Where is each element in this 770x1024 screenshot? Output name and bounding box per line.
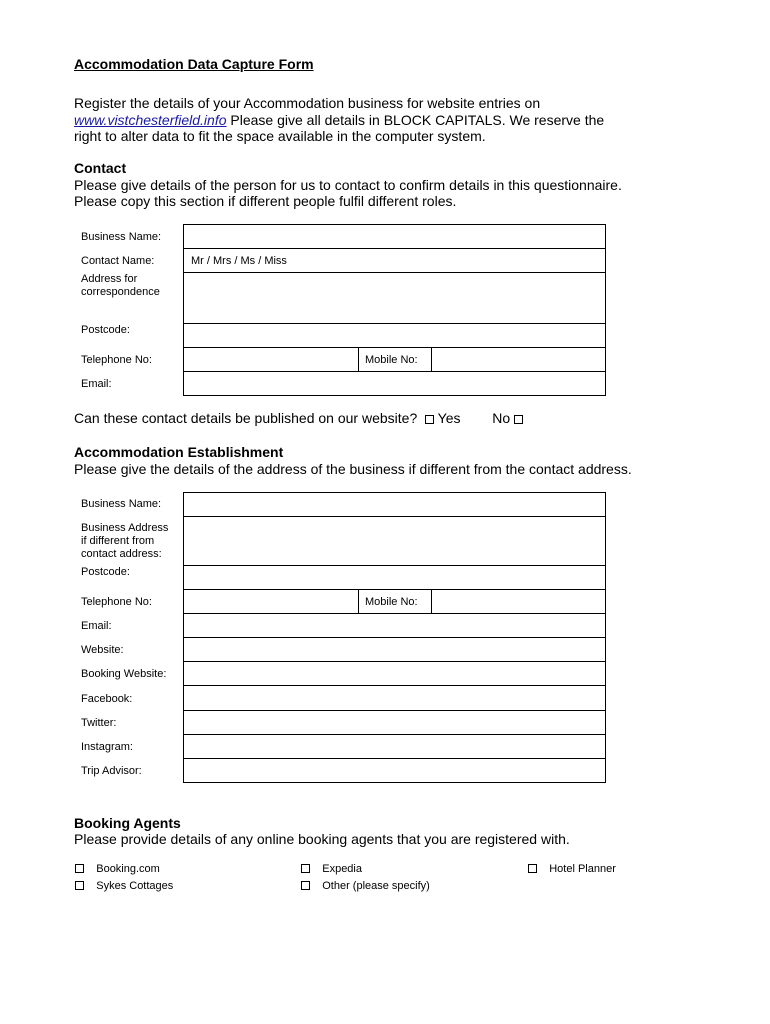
establishment-desc: Please give the details of the address of the business if different from the contact address. xyxy=(74,461,632,477)
checkbox-icon[interactable] xyxy=(301,864,310,873)
est-telephone-field[interactable] xyxy=(183,589,359,614)
est-instagram-label: Instagram: xyxy=(81,741,133,753)
est-facebook-label: Facebook: xyxy=(81,693,133,705)
contact-desc-2: Please copy this section if different people fulfil different roles. xyxy=(74,193,457,209)
est-instagram-field[interactable] xyxy=(183,734,606,759)
contact-name-title-options: Mr / Mrs / Ms / Miss xyxy=(191,255,287,267)
agent-option-label: Expedia xyxy=(322,863,362,875)
agent-option-label: Other (please specify) xyxy=(322,880,430,892)
agent-option[interactable] xyxy=(301,880,430,892)
contact-email-label: Email: xyxy=(81,378,112,390)
est-mobile-label-cell xyxy=(358,589,432,614)
est-business-address-field[interactable] xyxy=(183,516,606,566)
est-postcode-field[interactable] xyxy=(183,565,606,590)
contact-business-name-label: Business Name: xyxy=(81,231,162,243)
est-trip-advisor-field[interactable] xyxy=(183,758,606,783)
publish-question xyxy=(74,410,523,426)
publish-yes-checkbox[interactable] xyxy=(425,415,434,424)
est-facebook-field[interactable] xyxy=(183,685,606,711)
contact-business-name-field[interactable] xyxy=(183,224,606,249)
est-email-label: Email: xyxy=(81,620,112,632)
est-mobile-field[interactable] xyxy=(431,589,606,614)
booking-agents-desc: Please provide details of any online booking agents that you are registered with. xyxy=(74,831,570,847)
contact-mobile-field[interactable] xyxy=(431,347,606,372)
publish-no-checkbox[interactable] xyxy=(514,415,523,424)
checkbox-icon[interactable] xyxy=(75,881,84,890)
contact-postcode-label: Postcode: xyxy=(81,324,130,336)
intro-line-2 xyxy=(74,112,604,129)
est-business-name-label: Business Name: xyxy=(81,498,162,510)
est-booking-website-label: Booking Website: xyxy=(81,668,167,680)
est-website-field[interactable] xyxy=(183,637,606,662)
agent-option-label: Booking.com xyxy=(96,863,160,875)
checkbox-icon[interactable] xyxy=(301,881,310,890)
contact-mobile-label: Mobile No: xyxy=(365,354,418,366)
agent-option[interactable] xyxy=(75,863,160,875)
est-twitter-label: Twitter: xyxy=(81,717,117,729)
contact-email-field[interactable] xyxy=(183,371,606,396)
agent-option-label: Sykes Cottages xyxy=(96,880,174,892)
est-email-field[interactable] xyxy=(183,613,606,638)
est-business-name-field[interactable] xyxy=(183,492,606,517)
checkbox-icon[interactable] xyxy=(75,864,84,873)
agent-option[interactable] xyxy=(75,880,173,892)
est-booking-website-field[interactable] xyxy=(183,661,606,686)
contact-address-field[interactable] xyxy=(183,272,606,324)
publish-question-text: Can these contact details be published on our website? xyxy=(74,410,418,426)
agent-option[interactable] xyxy=(301,863,362,875)
contact-telephone-field[interactable] xyxy=(183,347,359,372)
booking-agents-heading: Booking Agents xyxy=(74,815,181,831)
est-website-label: Website: xyxy=(81,644,124,656)
checkbox-icon[interactable] xyxy=(528,864,537,873)
agent-option-label: Hotel Planner xyxy=(549,863,616,875)
est-twitter-field[interactable] xyxy=(183,710,606,735)
intro-line-2-text: Please give all details in BLOCK CAPITALS. We reserve the xyxy=(226,112,605,128)
intro-line-3: right to alter data to fit the space available in the computer system. xyxy=(74,128,486,144)
contact-heading: Contact xyxy=(74,160,127,176)
form-title: Accommodation Data Capture Form xyxy=(74,56,314,72)
est-trip-advisor-label: Trip Advisor: xyxy=(81,765,142,777)
establishment-heading: Accommodation Establishment xyxy=(74,444,284,460)
contact-telephone-label: Telephone No: xyxy=(81,354,152,366)
contact-name-label: Contact Name: xyxy=(81,255,155,267)
est-mobile-label: Mobile No: xyxy=(365,596,418,608)
publish-no-label: No xyxy=(492,410,511,426)
intro-line-1: Register the details of your Accommodation business for website entries on xyxy=(74,95,541,111)
website-link[interactable]: www.vistchesterfield.info xyxy=(74,112,227,128)
contact-address-label: Address for correspondence xyxy=(81,273,160,298)
contact-desc-1: Please give details of the person for us to contact to confirm details in this questionnaire. xyxy=(74,177,622,193)
est-telephone-label: Telephone No: xyxy=(81,596,152,608)
contact-postcode-field[interactable] xyxy=(183,323,606,348)
contact-mobile-label-cell xyxy=(358,347,432,372)
contact-name-field[interactable] xyxy=(183,248,606,273)
est-business-address-label: Business Address if different from contact address: xyxy=(81,522,169,560)
est-postcode-label: Postcode: xyxy=(81,566,130,578)
publish-yes-label: Yes xyxy=(437,410,461,426)
agent-option[interactable] xyxy=(528,863,616,875)
